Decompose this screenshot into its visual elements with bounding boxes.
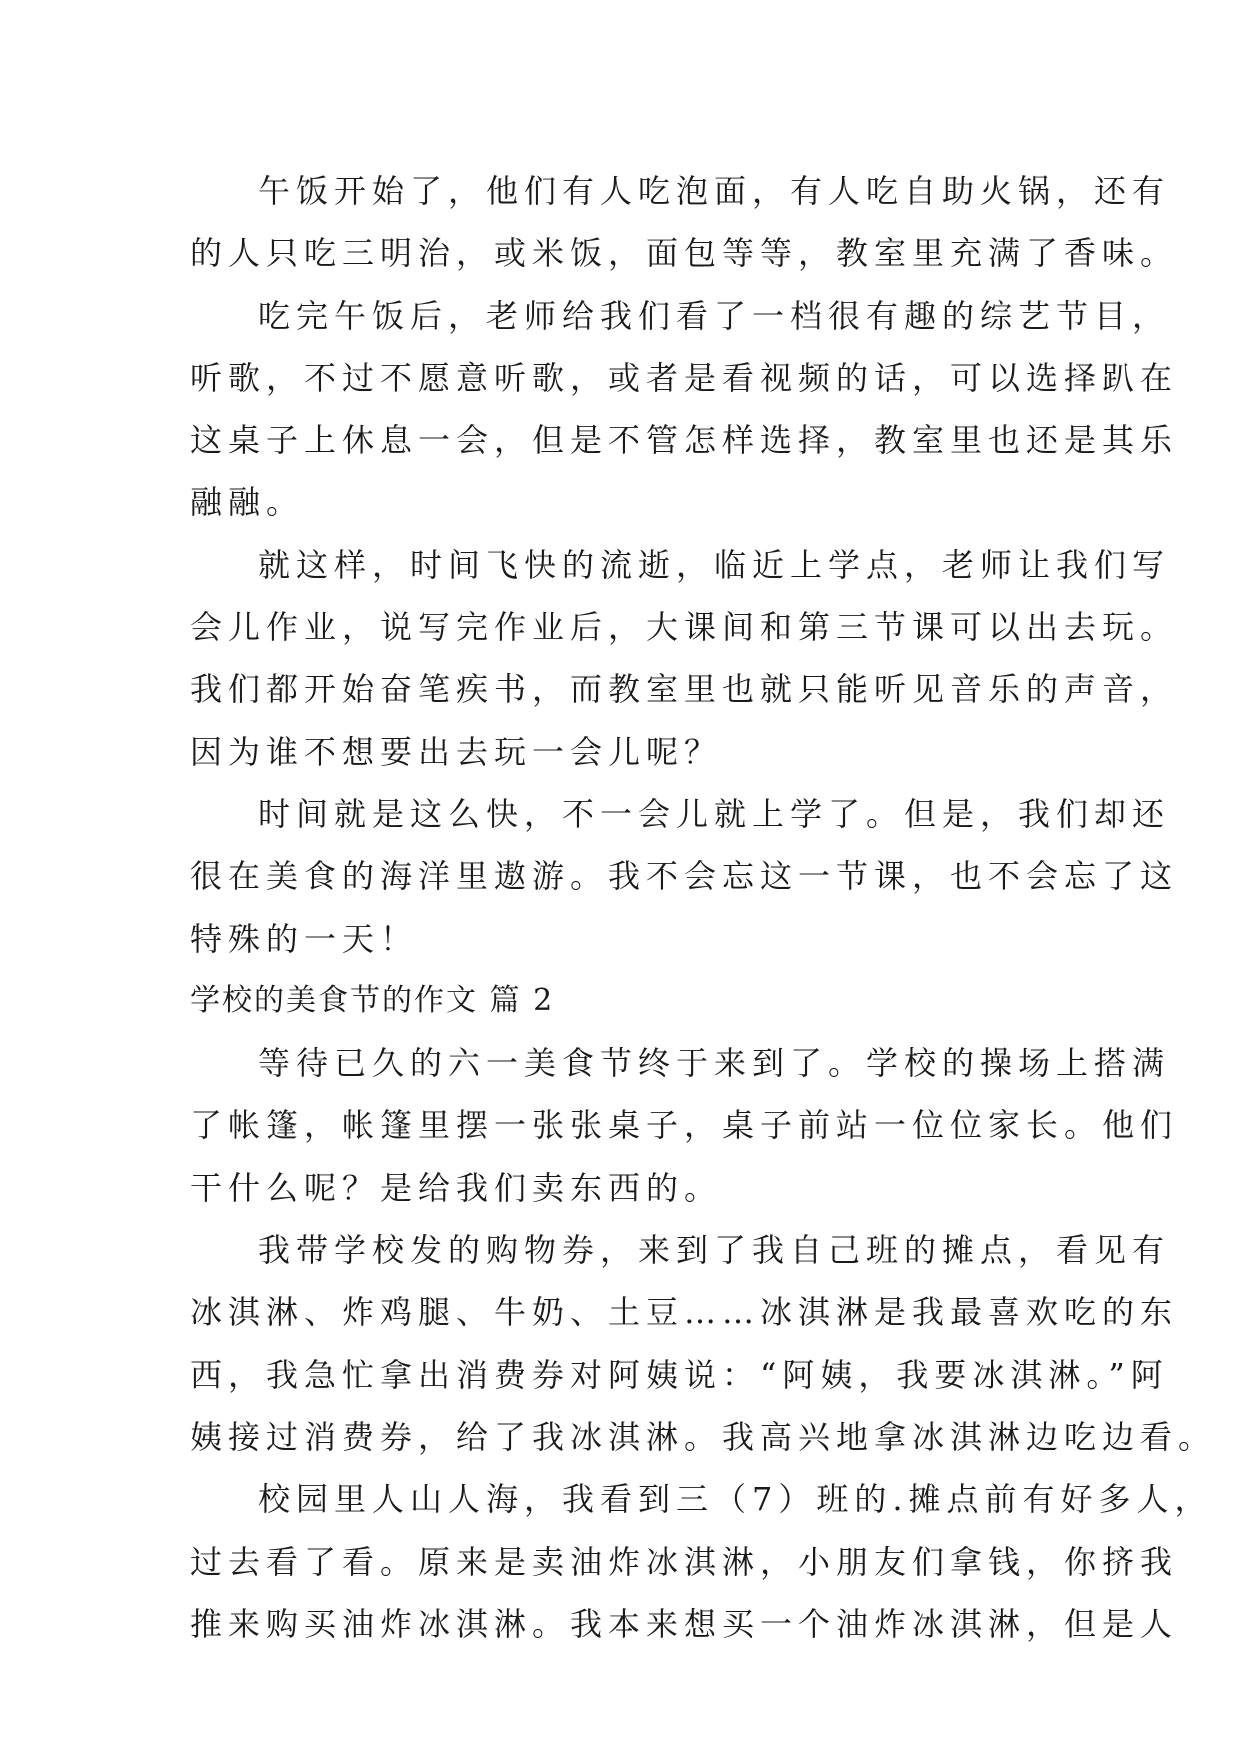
text-line: 吃完午饭后，老师给我们看了一档很有趣的综艺节目， <box>258 296 1171 335</box>
text-line: 很在美食的海洋里遨游。我不会忘这一节课，也不会忘了这 <box>190 857 1179 896</box>
text-line: 午饭开始了，他们有人吃泡面，有人吃自助火锅，还有 <box>258 172 1171 210</box>
text-line: 的人只吃三明治，或米饭，面包等等，教室里充满了香味。 <box>190 234 1179 273</box>
text-line: 冰淇淋、炸鸡腿、牛奶、土豆……冰淇淋是我最喜欢吃的东 <box>190 1293 1179 1332</box>
text-line: 因为谁不想要出去玩一会儿呢？ <box>190 732 723 771</box>
text-line: 我们都开始奋笔疾书，而教室里也就只能听见音乐的声音， <box>190 670 1179 709</box>
text-line: 过去看了看。原来是卖油炸冰淇淋，小朋友们拿钱，你挤我 <box>190 1542 1179 1581</box>
text-line: 西，我急忙拿出消费券对阿姨说：“阿姨，我要冰淇淋。”阿 <box>190 1355 1169 1394</box>
text-line: 等待已久的六一美食节终于来到了。学校的操场上搭满 <box>258 1044 1171 1083</box>
text-line: 干什么呢？是给我们卖东西的。 <box>190 1168 723 1207</box>
text-line: 校园里人山人海，我看到三（7）班的.摊点前有好多人， <box>258 1480 1213 1519</box>
section-heading: 学校的美食节的作文 篇 2 <box>190 982 555 1018</box>
text-line: 我带学校发的购物券，来到了我自己班的摊点，看见有 <box>258 1231 1171 1270</box>
text-line: 融融。 <box>190 483 305 522</box>
text-line: 听歌，不过不愿意听歌，或者是看视频的话，可以选择趴在 <box>190 358 1179 397</box>
text-line: 时间就是这么快，不一会儿就上学了。但是，我们却还 <box>258 794 1171 833</box>
text-line: 推来购买油炸冰淇淋。我本来想买一个油炸冰淇淋，但是人 <box>190 1604 1179 1643</box>
text-line: 姨接过消费券，给了我冰淇淋。我高兴地拿冰淇淋边吃边看。 <box>190 1417 1217 1456</box>
document-body <box>190 160 1217 1655</box>
text-line: 这桌子上休息一会，但是不管怎样选择，教室里也还是其乐 <box>190 421 1179 460</box>
text-line: 会儿作业，说写完作业后，大课间和第三节课可以出去玩。 <box>190 608 1179 647</box>
text-line: 了帐篷，帐篷里摆一张张桌子，桌子前站一位位家长。他们 <box>190 1106 1179 1145</box>
text-line: 特殊的一天！ <box>190 919 419 958</box>
text-line: 就这样，时间飞快的流逝，临近上学点，老师让我们写 <box>258 545 1171 584</box>
